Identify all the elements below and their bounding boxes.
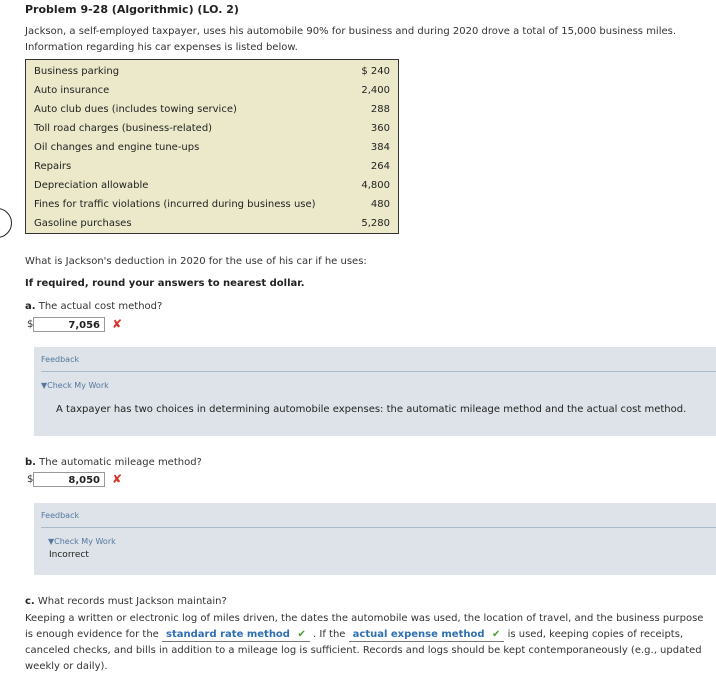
problem-title: Problem 9-28 (Algorithmic) (LO. 2)	[25, 3, 239, 16]
expense-row	[26, 214, 399, 234]
partial-circle-icon	[0, 208, 12, 238]
part-b-answer-input[interactable]: 8,050	[33, 472, 105, 487]
expense-label: Toll road charges (business-related)	[34, 123, 213, 134]
part-b-label	[25, 457, 202, 468]
feedback-text: A taxpayer has two choices in determining automobile expenses: the automatic mileage method and the actual cost method.	[56, 404, 687, 415]
part-c-text-1: Keeping a written or electronic log of miles driven, the dates the automobile was used, the location of travel, and the business purpose is enough evidence for the	[25, 613, 704, 640]
part-c-text-3: is used, keeping copies of receipts, canceled checks, and bills in addition to a mileage log is sufficient. Records and logs should be kept contemporaneously (e.g., updated weekly or daily).	[25, 629, 702, 672]
expense-row	[26, 195, 399, 214]
expense-label: Repairs	[34, 161, 72, 172]
part-a-currency: $	[27, 319, 34, 330]
expense-label: Business parking	[34, 66, 120, 77]
part-c-letter: c.	[25, 596, 35, 607]
part-c-text-2: . If the	[313, 629, 346, 640]
dropdown-value: standard rate method	[166, 629, 290, 640]
feedback-divider	[41, 371, 716, 372]
part-a-letter: a.	[25, 301, 36, 312]
expense-amount: $ 240	[361, 66, 390, 77]
feedback-panel-b	[34, 503, 716, 575]
wrong-x-icon: ✘	[112, 317, 123, 331]
expense-row	[26, 60, 399, 82]
standard-rate-dropdown[interactable]	[162, 628, 310, 642]
checkmark-icon: ✔	[492, 629, 501, 640]
expense-amount: 2,400	[361, 85, 390, 96]
feedback-panel-a	[34, 347, 716, 436]
part-a-answer-input[interactable]: 7,056	[33, 317, 105, 332]
part-b-currency: $	[27, 474, 34, 485]
feedback-text: Incorrect	[49, 550, 89, 560]
part-c-paragraph	[25, 611, 705, 675]
part-c-question: What records must Jackson maintain?	[37, 596, 227, 607]
expense-amount: 384	[370, 142, 390, 153]
feedback-divider	[41, 527, 716, 528]
expense-amount: 288	[370, 104, 390, 115]
part-c-label	[25, 596, 227, 607]
expense-row	[26, 119, 399, 138]
check-my-work-toggle[interactable]: ▼Check My Work	[48, 537, 116, 546]
problem-intro: Jackson, a self-employed taxpayer, uses his automobile 90% for business and during 2020 drove a total of 15,000 business miles. Information regarding his car expenses is listed below.	[25, 26, 677, 53]
wrong-x-icon: ✘	[112, 472, 123, 486]
expense-amount: 264	[370, 161, 390, 172]
expense-label: Auto club dues (includes towing service)	[34, 104, 237, 115]
expense-row	[26, 176, 399, 195]
part-b-question: The automatic mileage method?	[39, 457, 202, 468]
expense-label: Depreciation allowable	[34, 180, 149, 191]
expense-row	[26, 157, 399, 176]
part-b-letter: b.	[25, 457, 36, 468]
checkmark-icon: ✔	[297, 629, 306, 640]
actual-expense-dropdown[interactable]	[349, 628, 505, 642]
expense-row	[26, 81, 399, 100]
part-a-label	[25, 301, 162, 312]
expense-amount: 4,800	[361, 180, 390, 191]
dropdown-value: actual expense method	[352, 629, 485, 640]
expense-row	[26, 100, 399, 119]
feedback-label: Feedback	[41, 355, 80, 364]
check-my-work-toggle[interactable]: ▼Check My Work	[41, 381, 109, 390]
feedback-label: Feedback	[41, 511, 80, 520]
expense-label: Oil changes and engine tune-ups	[34, 142, 200, 153]
expense-amount: 480	[370, 199, 390, 210]
expense-amount: 360	[370, 123, 390, 134]
rounding-instruction: If required, round your answers to nearest dollar.	[25, 278, 305, 289]
question-text: What is Jackson's deduction in 2020 for the use of his car if he uses:	[25, 256, 367, 267]
part-a-question: The actual cost method?	[38, 301, 163, 312]
expense-amount: 5,280	[361, 218, 390, 229]
expense-label: Fines for traffic violations (incurred during business use)	[34, 199, 316, 210]
expense-label: Gasoline purchases	[34, 218, 132, 229]
expense-label: Auto insurance	[34, 85, 110, 96]
expense-row	[26, 138, 399, 157]
expense-table	[25, 59, 399, 234]
